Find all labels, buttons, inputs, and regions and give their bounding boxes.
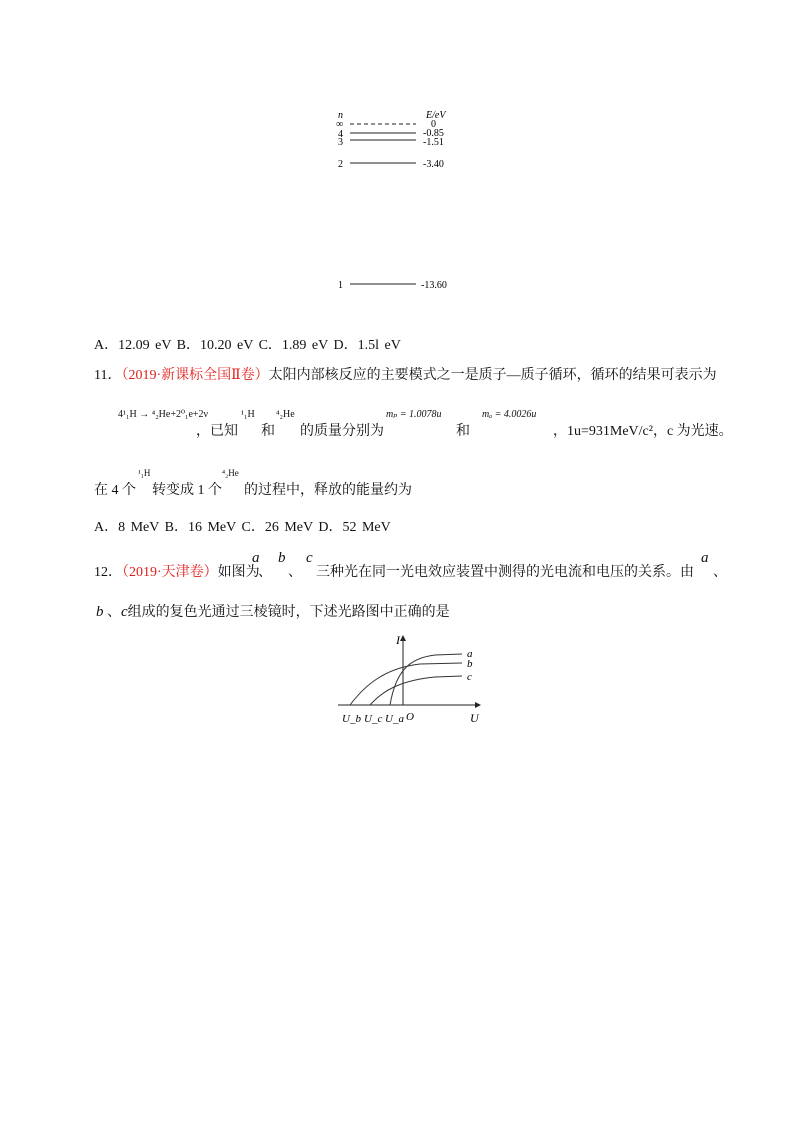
q11-equation: 4¹₁H → ⁴₂He+2⁰₁e+2ν bbox=[118, 409, 209, 420]
q11-mass-text: 的质量分别为 bbox=[300, 424, 384, 439]
q12-var-b: b bbox=[278, 550, 286, 566]
q12-line2-text: 组成的复色光通过三棱镜时，下述光路图中正确的是 bbox=[127, 605, 450, 620]
level-e-1: -13.60 bbox=[421, 280, 447, 291]
q11-line1 bbox=[94, 366, 717, 386]
q12-line1-start bbox=[94, 563, 260, 583]
q12-line2-b: b bbox=[96, 604, 104, 620]
q11-and2: 和 bbox=[456, 424, 470, 439]
q11-line2-b: 转变成 1 个 bbox=[152, 483, 222, 498]
iv-graph bbox=[330, 630, 490, 730]
level-n-3: 3 bbox=[338, 137, 343, 148]
level-e-inf: 0 bbox=[431, 119, 436, 130]
q11-known: ，已知 bbox=[196, 424, 238, 439]
q11-options: A．8 MeV B．16 MeV C．26 MeV D．52 MeV bbox=[94, 520, 391, 535]
level-n-1: 1 bbox=[338, 280, 343, 291]
tick-label-ua: U_a bbox=[385, 713, 404, 725]
curve-b bbox=[350, 663, 462, 705]
q11-and1: 和 bbox=[261, 424, 275, 439]
q12-number: 12． bbox=[94, 565, 122, 580]
q12-sep1: 、 bbox=[258, 565, 272, 580]
curve-label-b: b bbox=[467, 658, 473, 670]
level-n-4: 4 bbox=[338, 129, 343, 140]
energy-level-diagram bbox=[330, 105, 470, 295]
q11-mp: mₚ = 1.0078u bbox=[386, 409, 442, 420]
q11-line2-h: ¹₁H bbox=[138, 468, 151, 478]
q11-line2-he: ⁴₂He bbox=[222, 468, 239, 478]
q11-h-nuclide: ¹₁H bbox=[241, 409, 255, 420]
q11-tail: ，1u=931MeV/c²，c 为光速。 bbox=[553, 424, 733, 439]
level-e-2: -3.40 bbox=[423, 159, 444, 170]
q12-sep3: 、 bbox=[713, 565, 727, 580]
y-axis-label: I bbox=[396, 633, 400, 647]
n-axis-label: n bbox=[338, 110, 343, 121]
q12-text-a: 如图为 bbox=[217, 565, 260, 580]
x-axis-label: U bbox=[470, 711, 479, 725]
energy-axis-label: E/eV bbox=[426, 110, 446, 121]
q11-ma: mₐ = 4.0026u bbox=[482, 409, 537, 420]
q11-line2-c: 的过程中，释放的能量约为 bbox=[244, 483, 412, 498]
level-e-3: -1.51 bbox=[423, 137, 444, 148]
q12-text-b: 三种光在同一光电效应装置中测得的光电流和电压的关系。由 bbox=[316, 565, 694, 580]
curve-a bbox=[390, 654, 462, 705]
q12-line2-c: c bbox=[121, 604, 128, 620]
q12-sep2: 、 bbox=[288, 565, 302, 580]
level-n-2: 2 bbox=[338, 159, 343, 170]
q11-intro: 太阳内部核反应的主要模式之一是质子—质子循环，循环的结果可表示为 bbox=[268, 368, 717, 383]
tick-label-uc: U_c bbox=[364, 713, 383, 725]
level-e-4: -0.85 bbox=[423, 128, 444, 139]
q12-line2 bbox=[96, 602, 450, 623]
q10-options: A．12.09 eV B．10.20 eV C．1.89 eV D．1.5l eV bbox=[94, 338, 401, 353]
curve-c bbox=[370, 676, 462, 705]
q12-source: （2019·天津卷） bbox=[122, 565, 218, 580]
q12-line2-sep: 、 bbox=[107, 605, 121, 620]
tick-label-ub: U_b bbox=[342, 713, 361, 725]
curve-label-c: c bbox=[467, 671, 472, 683]
q11-source: （2019·新课标全国Ⅱ卷） bbox=[121, 368, 269, 383]
q12-var-a2: a bbox=[701, 550, 709, 566]
curve-label-a: a bbox=[467, 648, 473, 660]
q11-line2-a: 在 4 个 bbox=[94, 483, 136, 498]
tick-label-origin: O bbox=[406, 711, 414, 723]
level-n-inf: ∞ bbox=[336, 119, 344, 130]
q11-he-nuclide: ⁴₂He bbox=[276, 409, 295, 420]
q11-number: 11． bbox=[94, 368, 122, 383]
q12-var-c: c bbox=[306, 550, 313, 566]
q12-var-a: a bbox=[252, 550, 260, 566]
